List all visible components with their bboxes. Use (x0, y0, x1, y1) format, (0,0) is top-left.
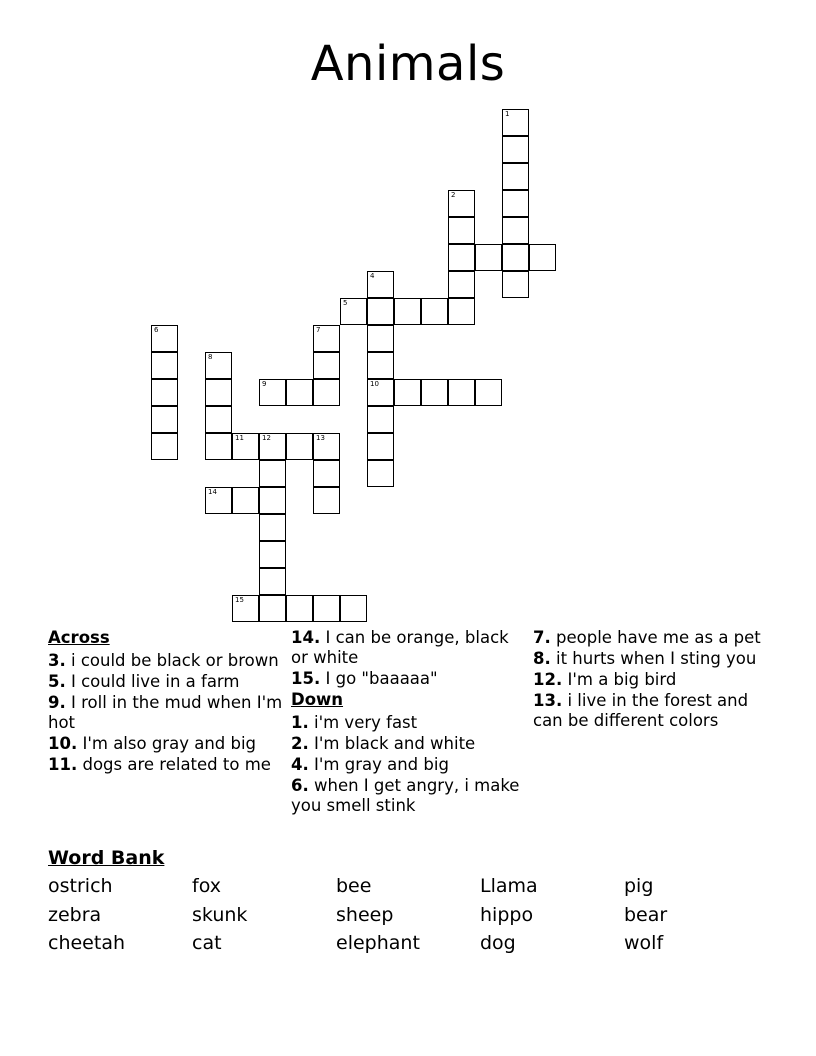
clue-number: 12 (262, 434, 271, 442)
grid-cell[interactable] (502, 217, 529, 244)
clue-num: 11. (48, 755, 78, 774)
grid-cell[interactable] (502, 109, 529, 136)
clue-number: 15 (235, 596, 244, 604)
clue-num: 4. (291, 755, 309, 774)
grid-cell[interactable] (259, 460, 286, 487)
clue (48, 755, 284, 775)
clue-text: I roll in the mud when I'm hot (48, 693, 283, 732)
clue-number: 13 (316, 434, 325, 442)
clue (291, 776, 527, 816)
grid-cell[interactable] (448, 379, 475, 406)
grid-cell[interactable] (232, 433, 259, 460)
across-heading: Across (48, 628, 110, 647)
across-clue-list-continued (291, 628, 527, 689)
grid-cell[interactable] (205, 379, 232, 406)
grid-cell[interactable] (367, 352, 394, 379)
clue-num: 8. (533, 649, 551, 668)
clue-num: 7. (533, 628, 551, 647)
word-bank-word: ostrich (48, 875, 113, 897)
grid-cell[interactable] (151, 379, 178, 406)
grid-cell[interactable] (448, 244, 475, 271)
word-bank-word: cheetah (48, 932, 126, 954)
grid-cell[interactable] (313, 595, 340, 622)
clue-text: i live in the forest and can be different colors (533, 691, 749, 730)
word-bank-word: sheep (336, 904, 394, 926)
clue (48, 672, 284, 692)
word-bank-heading: Word Bank (48, 847, 165, 869)
clue-num: 9. (48, 693, 66, 712)
clue (48, 693, 284, 733)
word-bank-word: elephant (336, 932, 420, 954)
down-heading: Down (291, 690, 344, 709)
grid-cell[interactable] (394, 298, 421, 325)
grid-cell[interactable] (367, 433, 394, 460)
clue (291, 713, 527, 733)
clue-text: when I get angry, i make you smell stink (291, 776, 520, 815)
clue-number: 1 (505, 110, 510, 118)
clue-num: 2. (291, 734, 309, 753)
grid-cell[interactable] (205, 487, 232, 514)
grid-cell[interactable] (502, 163, 529, 190)
clue-text: it hurts when I sting you (550, 649, 757, 668)
grid-cell[interactable] (367, 298, 394, 325)
grid-cell[interactable] (259, 487, 286, 514)
grid-cell[interactable] (448, 217, 475, 244)
grid-cell[interactable] (286, 379, 313, 406)
clue-num: 1. (291, 713, 309, 732)
grid-cell[interactable] (259, 514, 286, 541)
grid-cell[interactable] (313, 433, 340, 460)
grid-cell[interactable] (340, 298, 367, 325)
grid-cell[interactable] (259, 568, 286, 595)
clue-number: 9 (262, 380, 267, 388)
grid-cell[interactable] (529, 244, 556, 271)
grid-cell[interactable] (313, 325, 340, 352)
down-clue-list (291, 713, 527, 816)
word-bank-word: zebra (48, 904, 102, 926)
page-title: Animals (310, 36, 506, 92)
word-bank-word: hippo (480, 904, 534, 926)
clue-num: 12. (533, 670, 563, 689)
grid-cell[interactable] (421, 379, 448, 406)
clue-text: I'm gray and big (308, 755, 449, 774)
grid-cell[interactable] (502, 136, 529, 163)
grid-cell[interactable] (367, 325, 394, 352)
clue (533, 670, 769, 690)
word-bank-word: bear (624, 904, 668, 926)
grid-cell[interactable] (205, 352, 232, 379)
grid-cell[interactable] (313, 487, 340, 514)
grid-cell[interactable] (448, 190, 475, 217)
clue (48, 734, 284, 754)
word-bank-word: Llama (480, 875, 538, 897)
clue-text: I can be orange, black or white (291, 628, 509, 667)
clue-number: 6 (154, 326, 159, 334)
grid-cell[interactable] (448, 298, 475, 325)
clue (533, 628, 769, 648)
grid-cell[interactable] (151, 406, 178, 433)
grid-cell[interactable] (259, 595, 286, 622)
clue (291, 669, 527, 689)
clue (48, 651, 284, 671)
clue-num: 6. (291, 776, 309, 795)
clue-num: 5. (48, 672, 66, 691)
clue-number: 11 (235, 434, 244, 442)
clue-number: 7 (316, 326, 321, 334)
clue-text: I'm a big bird (562, 670, 677, 689)
grid-cell[interactable] (286, 595, 313, 622)
clue-num: 14. (291, 628, 321, 647)
clue-text: people have me as a pet (550, 628, 761, 647)
clue-number: 10 (370, 380, 379, 388)
grid-cell[interactable] (367, 271, 394, 298)
clue-num: 3. (48, 651, 66, 670)
clue-num: 15. (291, 669, 321, 688)
grid-cell[interactable] (475, 379, 502, 406)
clue (533, 691, 769, 731)
grid-cell[interactable] (502, 190, 529, 217)
clue-number: 4 (370, 272, 375, 280)
clues-column-1 (48, 628, 284, 776)
word-bank-word: pig (624, 875, 654, 897)
grid-cell[interactable] (421, 298, 448, 325)
grid-cell[interactable] (232, 487, 259, 514)
word-bank-word: wolf (624, 932, 664, 954)
clue (291, 755, 527, 775)
word-bank-word: dog (480, 932, 516, 954)
word-bank-word: bee (336, 875, 372, 897)
grid-cell[interactable] (151, 325, 178, 352)
grid-cell[interactable] (313, 352, 340, 379)
grid-cell[interactable] (151, 352, 178, 379)
grid-cell[interactable] (205, 433, 232, 460)
clue-text: I'm black and white (308, 734, 476, 753)
clue (291, 628, 527, 668)
clue-num: 10. (48, 734, 78, 753)
grid-cell[interactable] (205, 406, 232, 433)
clue-num: 13. (533, 691, 563, 710)
clue-text: I'm also gray and big (77, 734, 257, 753)
grid-cell[interactable] (367, 460, 394, 487)
across-clue-list (48, 651, 284, 775)
grid-cell[interactable] (313, 379, 340, 406)
grid-cell[interactable] (259, 541, 286, 568)
grid-cell[interactable] (259, 433, 286, 460)
grid-cell[interactable] (259, 379, 286, 406)
clue-number: 2 (451, 191, 456, 199)
grid-cell[interactable] (313, 460, 340, 487)
grid-cell[interactable] (232, 595, 259, 622)
grid-cell[interactable] (151, 433, 178, 460)
word-bank-word: skunk (192, 904, 248, 926)
down-clue-list-continued (533, 628, 769, 731)
clue (533, 649, 769, 669)
word-bank-word: fox (192, 875, 221, 897)
clue-text: dogs are related to me (77, 755, 271, 774)
word-bank-word: cat (192, 932, 222, 954)
clue-text: I could live in a farm (65, 672, 240, 691)
grid-cell[interactable] (475, 244, 502, 271)
clue-text: I go "baaaaa" (320, 669, 438, 688)
clue-text: i'm very fast (308, 713, 418, 732)
grid-cell[interactable] (286, 433, 313, 460)
grid-cell[interactable] (502, 271, 529, 298)
grid-cell[interactable] (448, 271, 475, 298)
grid-cell[interactable] (340, 595, 367, 622)
grid-cell[interactable] (394, 379, 421, 406)
grid-cell[interactable] (502, 244, 529, 271)
clue (291, 734, 527, 754)
clue-text: i could be black or brown (65, 651, 279, 670)
clue-number: 14 (208, 488, 217, 496)
grid-cell[interactable] (367, 379, 394, 406)
clue-number: 8 (208, 353, 213, 361)
grid-cell[interactable] (367, 406, 394, 433)
clues-column-2 (291, 628, 527, 817)
clues-column-3 (533, 628, 769, 732)
clue-number: 5 (343, 299, 348, 307)
